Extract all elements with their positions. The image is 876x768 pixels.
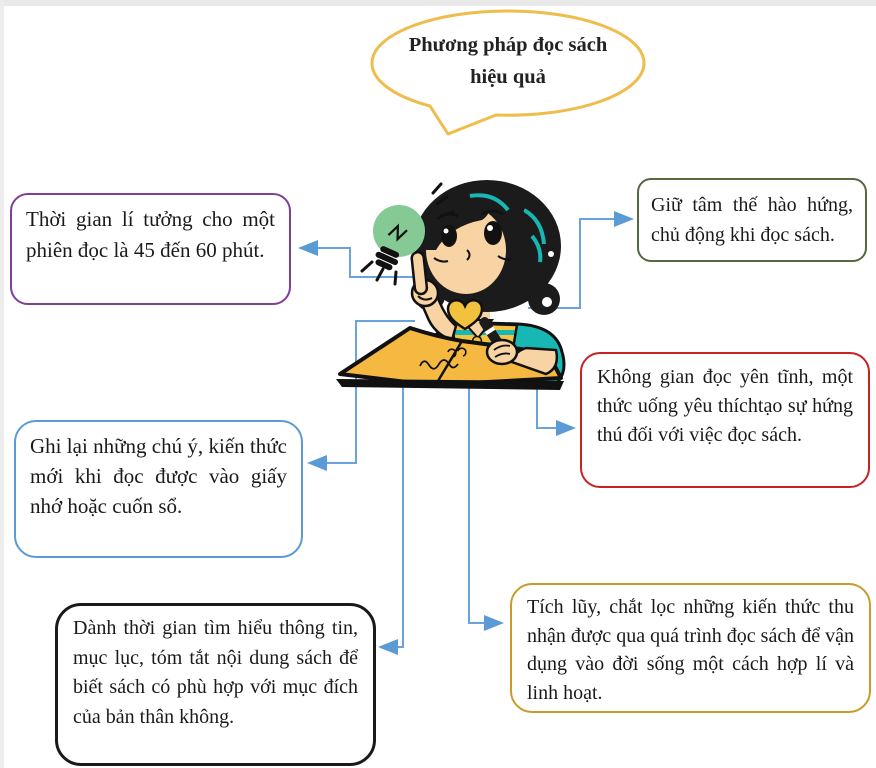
node-attitude: Giữ tâm thế hào hứng, chủ động khi đọc sách.: [637, 178, 867, 262]
node-research: Dành thời gian tìm hiểu thông tin, mục lục, tóm tắt nội dung sách để biết sách có phù hợp với mục đích của bản thân không.: [55, 603, 376, 766]
diagram-title: Phương pháp đọc sách hiệu quả: [408, 34, 608, 88]
connector-apply: [469, 373, 500, 623]
girl-illustration: [336, 180, 564, 390]
node-apply: Tích lũy, chắt lọc những kiến thức thu nhận được qua quá trình đọc sách để vận dụng vào đời sống một cách hợp lí và linh hoạt.: [510, 583, 871, 713]
node-reading-time: Thời gian lí tưởng cho một phiên đọc là 45 đến 60 phút.: [10, 193, 291, 305]
node-space: Không gian đọc yên tĩnh, một thức uống yêu thíchtạo sự hứng thú đối với việc đọc sách.: [580, 352, 870, 488]
node-notes: Ghi lại những chú ý, kiến thức mới khi đọc được vào giấy nhớ hoặc cuốn sổ.: [14, 420, 303, 558]
connector-research: [382, 373, 403, 647]
